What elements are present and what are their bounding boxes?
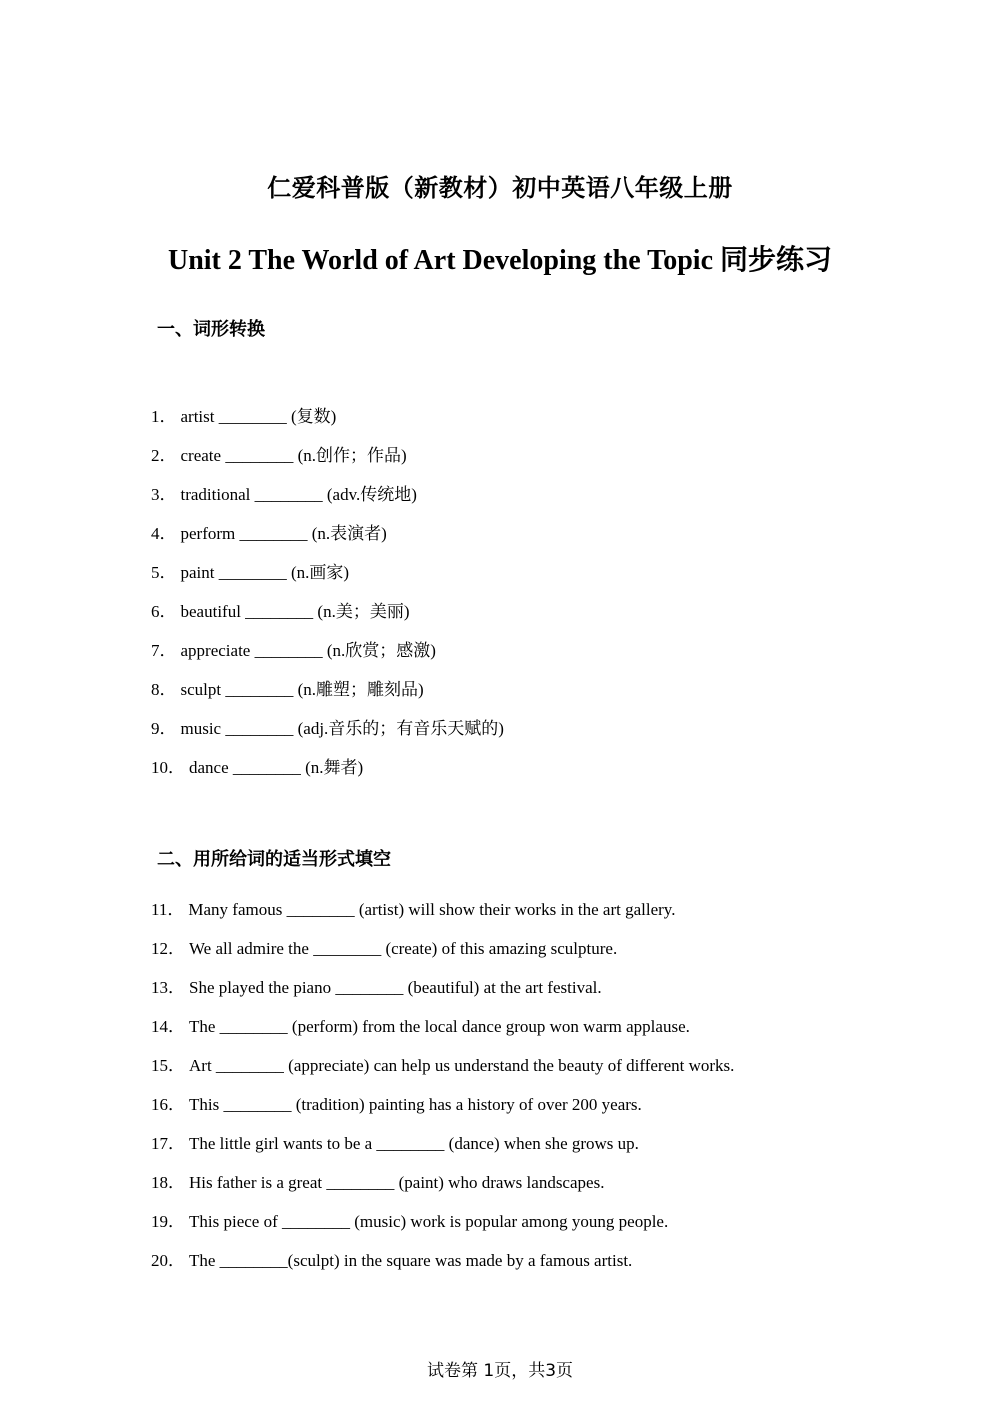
section-heading-fill-in: 二、用所给词的适当形式填空	[157, 849, 391, 870]
question-text: artist ________ (复数)	[180, 407, 337, 426]
question-text: traditional ________ (adv.传统地)	[180, 485, 417, 504]
question-number: 2．	[151, 446, 177, 465]
question-item	[151, 718, 504, 757]
question-number: 14．	[151, 1017, 185, 1036]
question-item	[151, 1172, 734, 1211]
question-number: 15．	[151, 1056, 185, 1075]
question-text: perform ________ (n.表演者)	[180, 524, 387, 543]
question-text: sculpt ________ (n.雕塑；雕刻品)	[180, 680, 424, 699]
question-text: The ________ (perform) from the local dance group won warm applause.	[189, 1017, 690, 1036]
question-number: 16．	[151, 1095, 185, 1114]
question-number: 12．	[151, 939, 185, 958]
question-text: This ________ (tradition) painting has a history of over 200 years.	[189, 1095, 642, 1114]
question-item	[151, 899, 734, 938]
question-number: 20．	[151, 1251, 185, 1270]
question-item	[151, 1016, 734, 1055]
question-text: create ________ (n.创作；作品)	[180, 446, 407, 465]
question-number: 11．	[151, 900, 185, 919]
question-item	[151, 1133, 734, 1172]
question-item	[151, 640, 504, 679]
section-heading-word-forms: 一、词形转换	[157, 319, 265, 340]
question-text: She played the piano ________ (beautiful) at the art festival.	[189, 978, 602, 997]
question-list-fill-in	[151, 899, 734, 1289]
question-number: 4．	[151, 524, 177, 543]
question-item	[151, 1094, 734, 1133]
question-text: paint ________ (n.画家)	[180, 563, 350, 582]
page-footer: 试卷第 1页，共3页	[426, 1361, 574, 1381]
question-number: 13．	[151, 978, 185, 997]
question-text: music ________ (adj.音乐的；有音乐天赋的)	[180, 719, 504, 738]
question-list-word-forms	[151, 406, 504, 796]
question-number: 9．	[151, 719, 177, 738]
question-number: 19．	[151, 1212, 185, 1231]
question-item	[151, 977, 734, 1016]
question-item	[151, 523, 504, 562]
question-item	[151, 757, 504, 796]
page-title: 仁爱科普版（新教材）初中英语八年级上册	[267, 174, 733, 202]
question-text: appreciate ________ (n.欣赏；感激)	[180, 641, 436, 660]
question-number: 8．	[151, 680, 177, 699]
question-text: His father is a great ________ (paint) who draws landscapes.	[189, 1173, 605, 1192]
question-number: 17．	[151, 1134, 185, 1153]
question-item	[151, 484, 504, 523]
question-item	[151, 406, 504, 445]
question-item	[151, 1250, 734, 1289]
question-text: We all admire the ________ (create) of this amazing sculpture.	[189, 939, 618, 958]
question-number: 10．	[151, 758, 185, 777]
question-item	[151, 562, 504, 601]
question-text: The little girl wants to be a ________ (dance) when she grows up.	[189, 1134, 639, 1153]
question-item	[151, 1055, 734, 1094]
question-item	[151, 445, 504, 484]
question-number: 7．	[151, 641, 177, 660]
question-item	[151, 601, 504, 640]
question-number: 3．	[151, 485, 177, 504]
question-item	[151, 1211, 734, 1250]
question-text: Art ________ (appreciate) can help us understand the beauty of different works.	[189, 1056, 735, 1075]
question-item	[151, 938, 734, 977]
question-item	[151, 679, 504, 718]
page-subtitle: Unit 2 The World of Art Developing the Topic 同步练习	[167, 245, 833, 276]
question-text: The ________(sculpt) in the square was made by a famous artist.	[189, 1251, 633, 1270]
question-number: 1．	[151, 407, 177, 426]
question-number: 6．	[151, 602, 177, 621]
question-number: 5．	[151, 563, 177, 582]
question-text: This piece of ________ (music) work is popular among young people.	[189, 1212, 669, 1231]
question-text: Many famous ________ (artist) will show their works in the art gallery.	[188, 900, 676, 919]
question-text: dance ________ (n.舞者)	[189, 758, 364, 777]
question-text: beautiful ________ (n.美；美丽)	[180, 602, 410, 621]
question-number: 18．	[151, 1173, 185, 1192]
